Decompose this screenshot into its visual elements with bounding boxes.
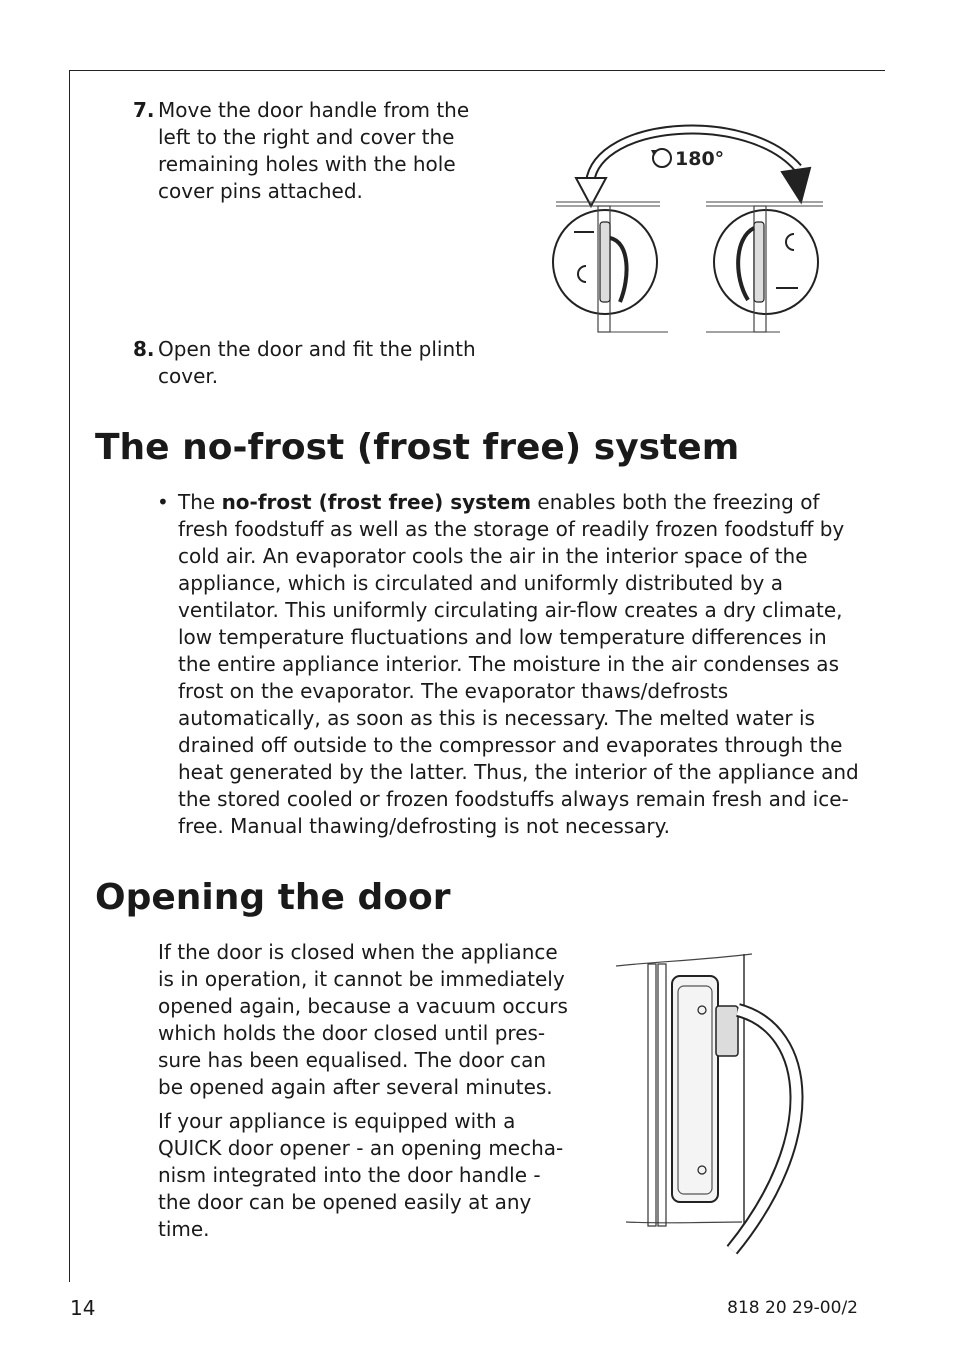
step-8-number: 8. xyxy=(133,337,155,361)
handle-mount xyxy=(716,1006,738,1056)
door-seal-outer xyxy=(648,964,656,1226)
top-rule xyxy=(69,70,885,71)
door-bottom-line xyxy=(626,1222,742,1223)
document-code: 818 20 29-00/2 xyxy=(727,1298,858,1318)
right-hinge-plate xyxy=(754,222,764,302)
door-heading: Opening the door xyxy=(95,877,451,918)
door-paragraph-1: If the door is closed when the appliance is in operation, it cannot be immediately opened again, because a vacuum occurs which holds the door closed until pres-sure has been equalised. The door can be opened again after several minutes. xyxy=(158,940,568,1099)
nofrost-paragraph xyxy=(178,489,860,840)
rotate-icon xyxy=(651,149,671,167)
handle-base-plate xyxy=(672,976,718,1202)
nofrost-heading: The no-frost (frost free) system xyxy=(95,427,740,468)
door-top-right xyxy=(706,202,823,206)
door-paragraph-2: If your appliance is equipped with a QUICK door opener - an opening mecha-nism integrated into the door handle - the door can be opened easily at any time. xyxy=(158,1109,564,1241)
step-7-text: Move the door handle from the left to the right and cover the remaining holes with the hole cover pins attached. xyxy=(158,98,470,203)
nofrost-rest: enables both the freezing of fresh foodstuff as well as the storage of readily frozen foodstuff by cold air. An evaporator cools the air in the interior space of the appliance, which is circulated and uniformly distributed by a ventilator. This uniformly circulating air-flow creates a dry climate, low temperature fluctuations and low temperature differences in the entire appliance interior. The moisture in the air condenses as frost on the evaporator. The evaporator thaws/defrosts automatically, as soon as this is necessary. The melted water is drained off outside to the compressor and evaporates through the heat generated by the latter. Thus, the interior of the appliance and the stored cooled or frozen foodstuffs always remain fresh and ice-free. Manual thawing/defrosting is not necessary. xyxy=(178,490,859,838)
nofrost-bold-term: no-frost (frost free) system xyxy=(221,490,532,514)
step-8-text: Open the door and fit the plinth cover. xyxy=(158,337,476,388)
left-hinge-plate xyxy=(600,222,610,302)
door-handle-figure xyxy=(612,950,812,1260)
arrow-right-head xyxy=(782,168,810,202)
door-top-line xyxy=(616,954,752,966)
rotation-label: 180° xyxy=(675,148,725,170)
nofrost-lead: The xyxy=(178,490,222,514)
left-rule xyxy=(69,70,70,1282)
step-7 xyxy=(133,97,478,203)
step-8 xyxy=(133,336,483,388)
door-top-left xyxy=(556,202,660,206)
handle-relocation-figure xyxy=(548,110,828,340)
bullet-dot: • xyxy=(157,490,169,514)
door-seal-inner xyxy=(658,964,666,1226)
page-number: 14 xyxy=(70,1296,96,1320)
step-7-number: 7. xyxy=(133,98,155,122)
